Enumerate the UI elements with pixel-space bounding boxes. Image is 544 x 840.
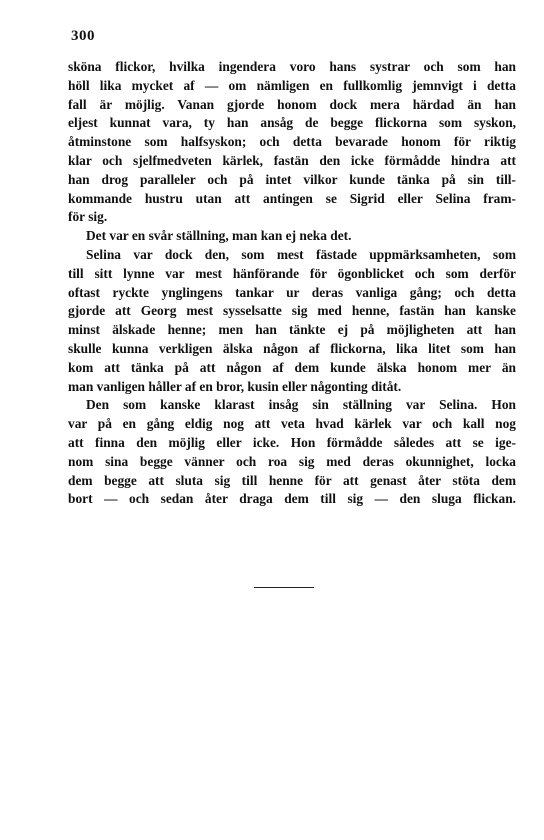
body-text	[68, 58, 516, 509]
page-number: 300	[71, 28, 95, 44]
text-line: gjorde att Georg mest sysselsatte sig med henne, fastän han kanske	[68, 303, 516, 319]
text-line: höll lika mycket af — om nämligen en fullkomlig jemnvigt i detta	[68, 77, 516, 93]
text-line: Den som kanske klarast insåg sin ställning var Selina. Hon	[86, 397, 516, 413]
text-line: sköna flickor, hvilka ingendera voro hans systrar och som han	[68, 59, 516, 74]
section-divider	[254, 587, 314, 588]
text-line: bort — och sedan åter draga dem till sig — den sluga flickan.	[68, 491, 516, 507]
text-line: åtminstone som halfsyskon; och detta bevarade honom för riktig	[68, 134, 516, 150]
text-line: klar och sjelfmedveten kärlek, fastän den icke förmådde hindra att	[68, 152, 516, 168]
text-line: nom sina begge vänner och roa sig med deras okunnighet, locka	[68, 453, 516, 469]
text-line: Det var en svår ställning, man kan ej neka det.	[86, 228, 352, 244]
text-line: till sitt lynne var mest hänförande för ögonblicket och som derför	[68, 265, 516, 281]
text-line: Selina var dock den, som mest fästade uppmärksamheten, som	[86, 246, 516, 262]
text-line: kom att tänka på att någon af dem kunde älska honom mer än	[68, 359, 516, 375]
text-line: eljest kunnat vara, ty han ansåg de begge flickorna som syskon,	[68, 115, 516, 131]
text-line: var på en gång eldig nog att veta hvad kärlek var och kall nog	[68, 416, 516, 432]
text-line: skulle kunna verkligen älska någon af flickorna, lika litet som han	[68, 340, 516, 356]
text-line: att finna den möjlig eller icke. Hon förmådde således att se ige-	[68, 434, 516, 450]
text-line: kommande hustru utan att antingen se Sigrid eller Selina fram-	[68, 190, 516, 206]
text-line: oftast ryckte ynglingens tankar ur deras vanliga gång; och detta	[68, 284, 516, 300]
text-line: fall är möjlig. Vanan gjorde honom dock mera härdad än han	[68, 96, 516, 112]
text-line: för sig.	[68, 209, 108, 225]
text-line: dem begge att sluta sig till henne för att genast åter stöta dem	[68, 472, 516, 488]
text-line: minst älskade henne; men han tänkte ej på möjligheten att han	[68, 322, 516, 338]
text-line: han drog paralleler och på intet vilkor kunde tänka på sin till-	[68, 171, 516, 187]
text-line: man vanligen håller af en bror, kusin eller någonting ditåt.	[68, 378, 402, 394]
